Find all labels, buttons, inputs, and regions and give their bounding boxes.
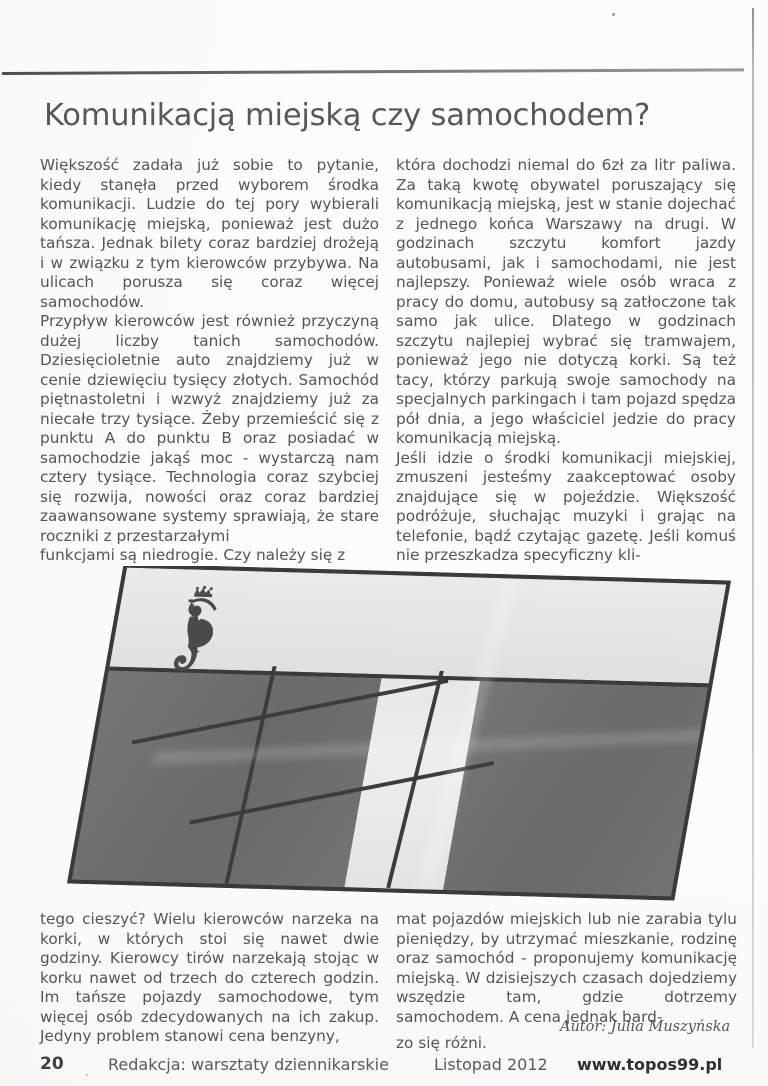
- footer-page-number: 20: [40, 1054, 64, 1074]
- footer-department: Redakcja: warsztaty dziennikarskie: [108, 1055, 389, 1074]
- article-column-right-bottom: [396, 910, 737, 1027]
- scan-speck: [612, 13, 615, 16]
- page-title: Komunikacją miejską czy samochodem?: [44, 98, 651, 134]
- photo-road-sign: [67, 566, 731, 900]
- paragraph: Większość zadała już sobie to pytanie, kiedy stanęła przed wyborem środka komunikacji. Ludzie do tej pory wybierali komunikację miejską, ponieważ jest dużo tańsza. Jednak bilety coraz bardziej drożeją i w związku z tym kierowców przybywa. Na ulicach porusza się coraz więcej samochodów.: [40, 156, 379, 311]
- footer-date: Listopad 2012: [434, 1055, 548, 1074]
- paragraph: mat pojazdów miejskich lub nie zarabia tylu pieniędzy, by utrzymać mieszkanie, rodzinę oraz samochód - proponujemy komunikację miejską. W dzisiejszych czasach dojedziemy wszędzie tam, gdzie dotrzemy samochodem. A cena jednak bard-: [396, 910, 737, 1026]
- page-footer: [0, 1052, 768, 1082]
- header-divider-rule: [2, 68, 744, 75]
- article-tail-line: zo się różni.: [396, 1034, 487, 1052]
- paragraph-continued: funkcjami są niedrogie. Czy należy się z: [40, 546, 346, 564]
- page-frame-right-rule: [752, 8, 754, 1048]
- article-column-right-top: [396, 156, 736, 566]
- asphalt-right-block: [443, 681, 708, 896]
- paragraph: która dochodzi niemal do 6zł za litr paliwa. Za taką kwotę obywatel poruszający się komunikacją miejską, jest w stanie dojechać z jednego końca Warszawy na drugi. W godzinach szczytu komfort jazdy autobusami, jak i samochodami, nie jest najlepszy. Ponieważ wiele osób wraca z pracy do domu, autobusy są zatłoczone tak samo jak ulice. Dlatego w godzinach szczytu najlepiej wybrać się tramwajem, ponieważ jego nie dotyczą korki. Są też tacy, którzy parkują swoje samochody na specjalnych parkingach i tam pojazd spędza pół dnia, a jego właściciel jedzie do pracy komunikacją miejską.: [396, 156, 736, 447]
- author-byline: Autor: Julia Muszyńska: [560, 1019, 731, 1035]
- article-column-left-top: [40, 156, 379, 566]
- paragraph: Przypływ kierowców jest również przyczyną dużej liczby tanich samochodów. Dziesięcioletnie auto znajdziemy już w cenie dziewięciu tysięcy złotych. Samochód piętnastoletni i wzwyż znajdziemy już za niecałe trzy tysiące. Żeby przemieścić się z punktu A do punktu B oraz posiadać w samochodzie jakąś moc - wystarczą nam cztery tysiące. Technologia coraz szybciej się rozwija, nowości oraz coraz bardziej zaawansowane systemy sprawiają, że stare roczniki z przestarzałymi: [40, 312, 379, 545]
- article-photo: [38, 566, 738, 908]
- article-column-left-bottom: [40, 910, 379, 1047]
- paragraph: Jeśli idzie o środki komunikacji miejskiej, zmuszeni jesteśmy zaakceptować osoby znajdujące się w pojeździe. Większość podróżuje, słuchając muzyki i grając na telefonie, bądź czytając gazetę. Jeśli komuś nie przeszkadza specyficzny kli-: [396, 448, 736, 564]
- paragraph: tego cieszyć? Wielu kierowców narzeka na korki, w których stoi się nawet dwie godziny. Kierowcy tirów narzekają stojąc w korku nawet od trzech do czterech godzin. Im tańsze pojazdy samochodowe, tym więcej osób zdecydowanych na ich zakup. Jedyny problem stanowi cena benzyny,: [40, 910, 379, 1045]
- footer-website[interactable]: www.topos99.pl: [577, 1055, 723, 1074]
